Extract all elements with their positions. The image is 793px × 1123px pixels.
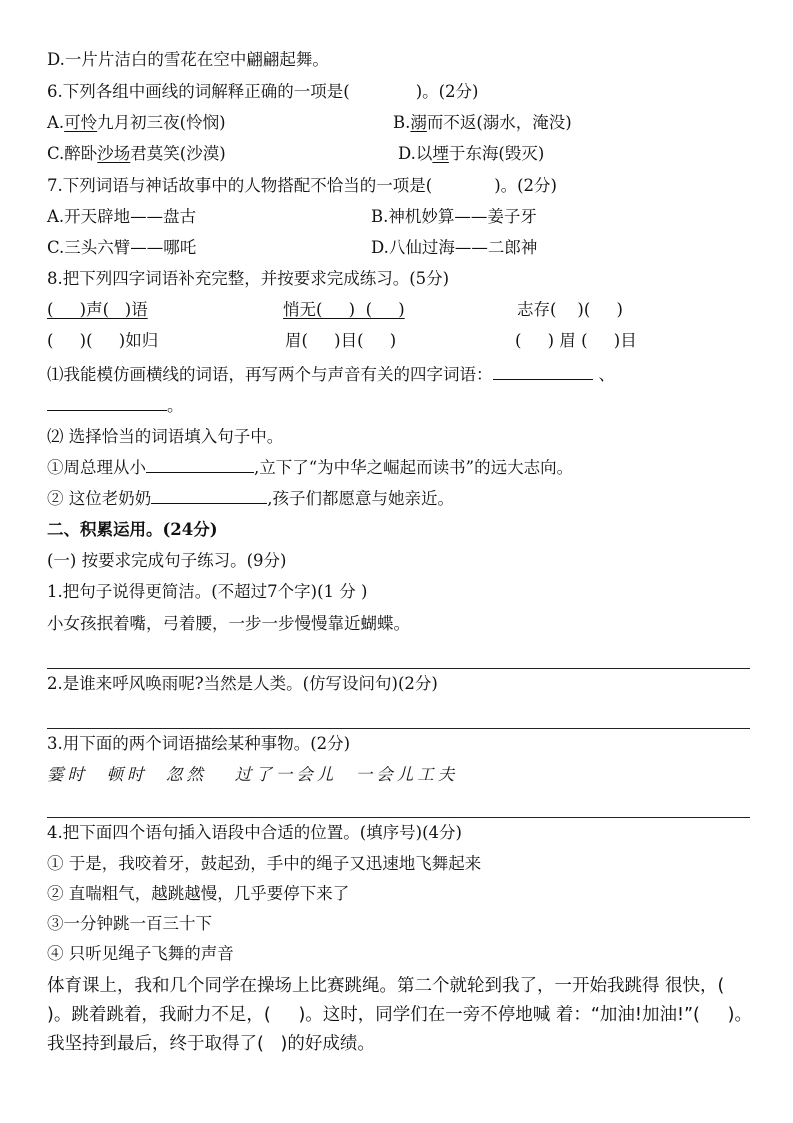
option-3: ③一分钟跳一百三十下 — [47, 914, 212, 933]
question-8: 8.把下列四字词语补充完整，并按要求完成练习。(5分) — [47, 269, 450, 288]
q7-option-b: B.神机妙算——姜子牙 — [371, 207, 537, 226]
q7-option-d: D.八仙过海——二郎神 — [371, 238, 538, 257]
answer-line-2[interactable] — [47, 728, 750, 729]
exercise-3-words: 霎时 顿时 忽然 过了一会儿 一会儿工夫 — [47, 765, 459, 784]
q8-word-4: ( )( )如归 — [47, 331, 159, 350]
option-4: ④ 只听见绳子飞舞的声音 — [47, 944, 234, 963]
q8-sub-1-cont: 。 — [47, 395, 184, 417]
q8-sub-2a: ①周总理从小 ,立下了“为中华之崛起而读书”的远大志向。 — [47, 458, 574, 477]
q6-option-a: A.可怜九月初三夜(怜悯) — [47, 113, 226, 132]
q8-sub-2: ⑵ 选择恰当的词语填入句子中。 — [47, 427, 284, 446]
q8-word-5: 眉( )目( ) — [285, 331, 397, 350]
option-d-line: D.一片片洁白的雪花在空中翩翩起舞。 — [47, 50, 329, 69]
q8-sub-1: ⑴我能模仿画横线的词语，再写两个与声音有关的四字词语： 、 — [47, 365, 615, 384]
q6-option-d: D.以堙于东海(毁灭) — [398, 144, 545, 163]
q8-word-1: ( )声( )语 — [47, 300, 148, 319]
answer-line-3[interactable] — [47, 817, 750, 818]
exercise-1: 1.把句子说得更简洁。(不超过7个字)(1 分 ) — [47, 582, 368, 601]
q6-option-c: C.醉卧沙场君莫笑(沙漠) — [47, 144, 226, 163]
q8-word-6: ( ) 眉 ( )目 — [515, 331, 637, 350]
option-2: ② 直喘粗气，越跳越慢，几乎要停下来了 — [47, 884, 350, 903]
exercise-2: 2.是谁来呼风唤雨呢?当然是人类。(仿写设问句)(2分) — [47, 674, 438, 693]
q8-word-3: 志存( )( ) — [517, 300, 623, 319]
exercise-4-paragraph: 体育课上，我和几个同学在操场上比赛跳绳。第二个就轮到我了，一开始我跳得 很快，( )。跳着跳着，我耐力不足，( )。这时，同学们在一旁不停地喊 着：“加油!加油!”( )。我坚持到最后，终于取得了( )的好成绩。 — [47, 976, 753, 1054]
q6-tail: )。(2分) — [415, 82, 479, 101]
option-1: ① 于是，我咬着牙，鼓起劲，手中的绳子又迅速地飞舞起来 — [47, 854, 482, 873]
q7-option-a: A.开天辟地——盘古 — [47, 207, 197, 226]
exercise-1-sentence: 小女孩抿着嘴，弓着腰，一步一步慢慢靠近蝴蝶。 — [47, 614, 410, 633]
answer-line-1[interactable] — [47, 668, 750, 669]
exercise-4: 4.把下面四个语句插入语段中合适的位置。(填序号)(4分) — [47, 823, 462, 842]
section-2-title: 二、积累运用。(24分) — [47, 520, 218, 539]
question-6 — [47, 81, 479, 103]
exercise-3: 3.用下面的两个词语描绘某种事物。(2分) — [47, 734, 351, 753]
q8-word-2: 悄无( ) ( ) — [283, 300, 405, 319]
q6-option-b: B.溺而不返(溺水，淹没) — [393, 113, 572, 132]
section-2-subtitle: (一) 按要求完成句子练习。(9分) — [47, 551, 287, 570]
q7-option-c: C.三头六臂——哪吒 — [47, 238, 197, 257]
q6-stem: 6.下列各组中画线的词解释正确的一项是( — [47, 82, 350, 101]
q8-sub-2b: ② 这位老奶奶 ,孩子们都愿意与她亲近。 — [47, 489, 454, 508]
question-7: 7.下列词语与神话故事中的人物搭配不恰当的一项是( )。(2分) — [47, 176, 557, 195]
